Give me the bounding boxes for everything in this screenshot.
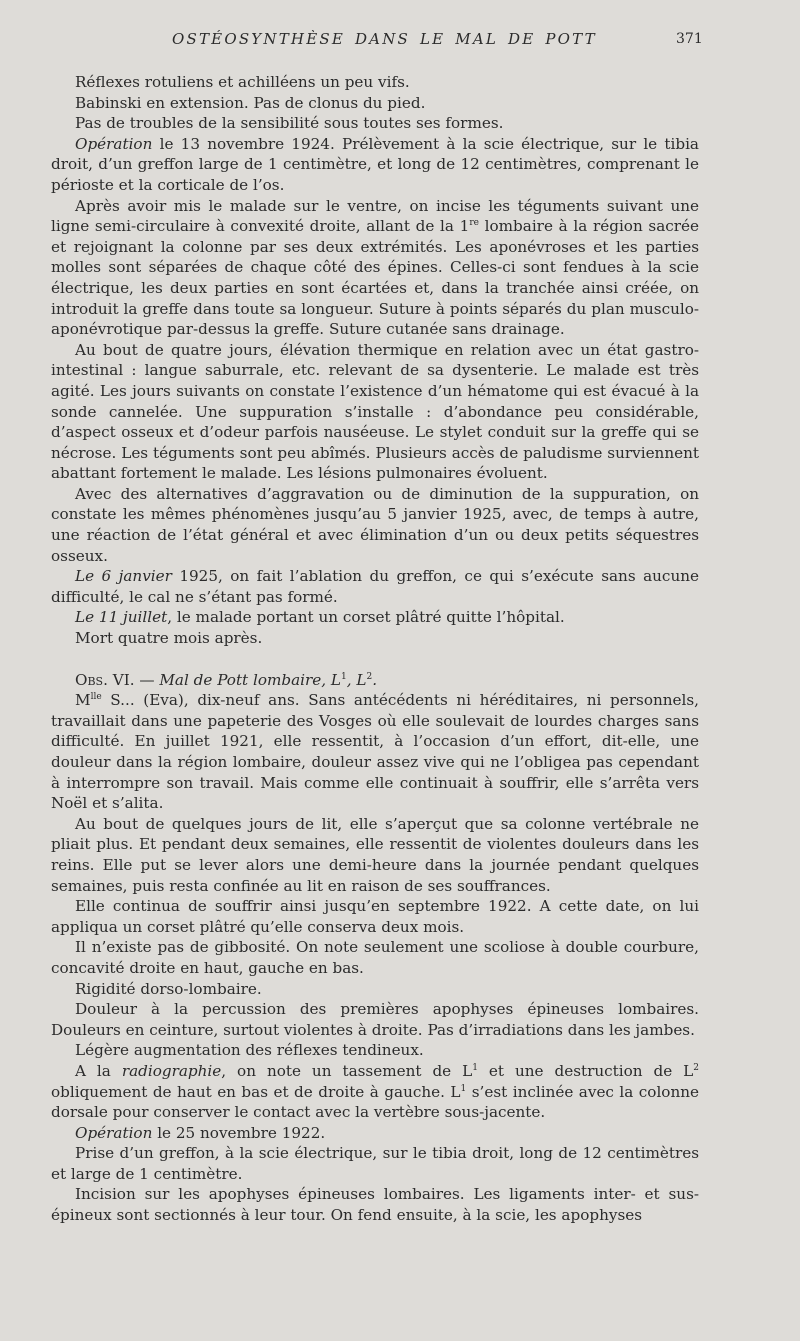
paragraph <box>51 1123 699 1144</box>
paragraph-text: le 25 novembre 1922. <box>152 1123 326 1142</box>
paragraph <box>51 628 699 649</box>
paragraph <box>51 999 699 1040</box>
paragraph-text: , on note un tassement de L <box>221 1061 473 1080</box>
heading-dash: — <box>134 670 160 689</box>
running-title: OSTÉOSYNTHÈSE DANS LE MAL DE POTT <box>172 30 597 48</box>
italic-lead: Le 6 janvier <box>75 567 172 586</box>
paragraph-text: le 13 novembre 1924. Prélèvement à la scie électrique, sur le tibia droit, d’un greffon large de 1 centimètre, et long de 12 centimètres, comprenant le périoste et la corticale de l’os. <box>51 134 699 194</box>
paragraph-text: Au bout de quatre jours, élévation thermique en relation avec un état gastro-intestinal : langue saburrale, etc. relevant de sa dysenterie. Le malade est très agité. Les jours suivants on constate l’existence d’un hématome qui est évacué à la sonde cannelée. Une suppuration s’installe : d’abondance peu considérable, d’aspect osseux et d’odeur parfois nauséeuse. Le stylet conduit sur la greffe qui se nécrose. Les téguments sont peu abîmés. Plusieurs accès de paludisme surviennent abattant fortement le malade. Les lésions pulmonaires évoluent. <box>51 340 699 483</box>
paragraph <box>51 1040 699 1061</box>
paragraph-text: A la <box>75 1061 122 1080</box>
paragraph <box>51 93 699 114</box>
paragraph-text: Réflexes rotuliens et achilléens un peu vifs. <box>75 73 410 91</box>
paragraph-text: Douleur à la percussion des premières apophyses épineuses lombaires. Douleurs en ceinture, surtout violentes à droite. Pas d’irradiations dans les jambes. <box>51 1000 699 1039</box>
paragraph-text: s’est inclinée avec la colonne dorsale pour conserver le contact avec la vertèbre sous-jacente. <box>51 1082 699 1122</box>
paragraph-text: Elle continua de souffrir ainsi jusqu’en septembre 1922. A cette date, on lui appliqua un corset plâtré qu’elle conserva deux mois. <box>51 897 699 936</box>
page-number: 371 <box>676 31 703 47</box>
paragraph <box>51 340 699 484</box>
observation-label: Obs. VI. <box>75 670 135 689</box>
paragraph-text: Incision sur les apophyses épineuses lombaires. Les ligaments inter- et sus-épineux sont sectionnés à leur tour. On fend ensuite, à la scie, les apophyses <box>51 1185 699 1225</box>
paragraph-text: Babinski en extension. Pas de clonus du pied. <box>75 93 426 112</box>
paragraph-text: Rigidité dorso-lombaire. <box>75 979 262 998</box>
paragraph-text: et une destruction de L <box>477 1061 694 1080</box>
paragraph <box>51 937 699 978</box>
paragraph-text: obliquement de haut en bas et de droite à gauche. L <box>51 1082 461 1101</box>
superscript: 1 <box>341 671 347 682</box>
page-header <box>0 30 800 52</box>
paragraph-text: S... (Eva), dix-neuf ans. Sans antécédents ni héréditaires, ni personnels, travaillait dans une papeterie des Vosges où elle soulevait de lourdes charges sans difficulté. En juillet 1921, elle ressentit, à l’occasion d’un effort, dit-elle, une douleur dans la région lombaire, douleur assez vive qui ne l’obligea pas cependant à interrompre son travail. Mais comme elle continuait à souffrir, elle s’arrêta vers Noël et s’alita. <box>51 691 699 813</box>
paragraph-text: Au bout de quelques jours de lit, elle s’aperçut que sa colonne vertébrale ne pliait plus. Et pendant deux semaines, elle ressentit de violentes douleurs dans les reins. Elle put se lever alors une demi-heure dans la journée pendant quelques semaines, puis resta confinée au lit en raison de ses souffrances. <box>51 814 699 895</box>
paragraph-text: Pas de troubles de la sensibilité sous toutes ses formes. <box>75 114 504 133</box>
superscript: 2 <box>693 1062 699 1073</box>
paragraph <box>51 196 699 340</box>
paragraph <box>51 566 699 607</box>
italic-lead: Le 11 juillet <box>75 608 168 627</box>
paragraph-text: Légère augmentation des réflexes tendineux. <box>75 1041 424 1060</box>
paragraph <box>51 113 699 134</box>
paragraph-text: Mort quatre mois après. <box>75 629 263 648</box>
italic-lead: Opération <box>75 1123 153 1142</box>
paragraph <box>51 690 699 814</box>
paragraph-text: Après avoir mis le malade sur le ventre, on incise les téguments suivant une ligne semi-circulaire à convexité droite, allant de la 1 <box>51 196 699 236</box>
observation-title: Mal de Pott lombaire, L <box>159 670 342 689</box>
paragraph <box>51 896 699 937</box>
superscript: 2 <box>366 671 373 682</box>
superscript: lle <box>90 692 102 703</box>
paragraph <box>51 72 699 93</box>
paragraph-text: Prise d’un greffon, à la scie électrique, sur le tibia droit, long de 12 centimètres et large de 1 centimètre. <box>51 1144 699 1183</box>
observation-title: . <box>372 670 378 689</box>
body-text <box>51 72 699 1226</box>
paragraph-text: 1925, on fait l’ablation du greffon, ce qui s’exécute sans aucune difficulté, le cal ne s’étant pas formé. <box>51 567 699 606</box>
section-gap <box>51 649 699 670</box>
paragraph <box>51 134 699 196</box>
paragraph-text: , le malade portant un corset plâtré quitte l’hôpital. <box>167 608 565 627</box>
paragraph-text: M <box>75 691 91 710</box>
paragraph <box>51 484 699 566</box>
paragraph <box>51 1061 699 1123</box>
paragraph-text: Il n’existe pas de gibbosité. On note seulement une scoliose à double courbure, concavité droite en haut, gauche en bas. <box>51 938 699 977</box>
superscript: re <box>469 218 479 229</box>
paragraph <box>51 607 699 628</box>
observation-heading <box>51 670 699 691</box>
italic-word: radiographie <box>121 1061 222 1080</box>
paragraph <box>51 814 699 896</box>
superscript: 1 <box>460 1083 467 1094</box>
italic-lead: Opération <box>75 134 153 153</box>
paragraph <box>51 1184 699 1225</box>
paragraph <box>51 979 699 1000</box>
observation-title: , L <box>346 670 367 689</box>
paragraph-text: lombaire à la région sacrée et rejoignant la colonne par ses deux extrémités. Les aponévroses et les parties molles sont séparées de chaque côté des épines. Celles-ci sont fendues à la scie électrique, les deux parties en sont écartées et, dans la tranchée ainsi créée, on introduit la greffe dans toute sa longueur. Suture à points séparés du plan musculo-aponévrotique par-dessus la greffe. Suture cutanée sans drainage. <box>51 217 700 339</box>
paragraph-text: Avec des alternatives d’aggravation ou de diminution de la suppuration, on constate les mêmes phénomènes jusqu’au 5 janvier 1925, avec, de temps à autre, une réaction de l’état général et avec élimination d’un ou deux petits séquestres osseux. <box>51 484 699 565</box>
paragraph <box>51 1143 699 1184</box>
superscript: 1 <box>472 1062 478 1073</box>
